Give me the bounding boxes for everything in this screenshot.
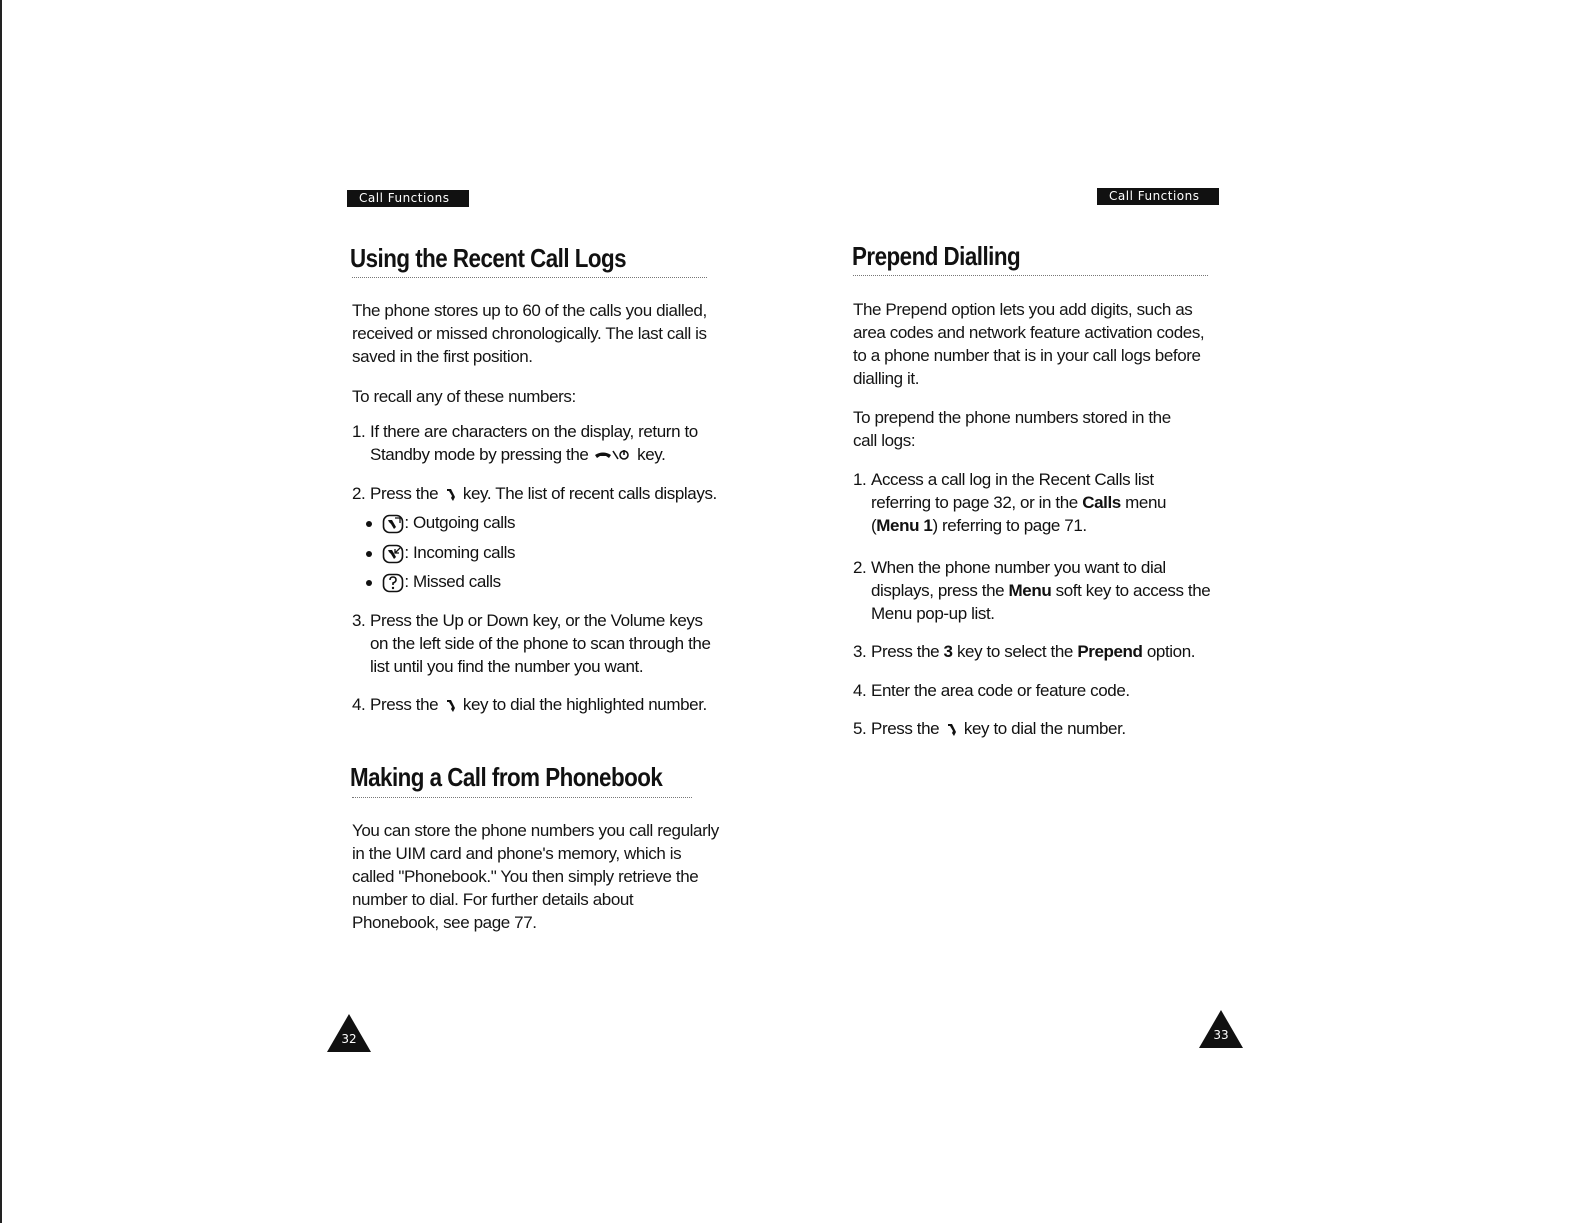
title-rule — [352, 277, 707, 278]
step-2: 2. Press the key. The list of recent calls displays. — [352, 484, 717, 503]
step-2: 2. When the phone number you want to dial displays, press the Menu soft key to access the Menu pop-up list. — [853, 558, 1211, 623]
list-item-missed: : Missed calls — [366, 570, 501, 593]
step-4: 4. Press the key to dial the highlighted number. — [352, 695, 707, 714]
bullet-dot — [366, 551, 372, 557]
step-5: 5. Press the key to dial the number. — [853, 719, 1126, 738]
bullet-dot — [366, 521, 372, 527]
incoming-call-icon — [382, 544, 404, 564]
step-4: 4. Enter the area code or feature code. — [853, 681, 1130, 700]
page-number: 32 — [341, 1032, 357, 1046]
section-title: Using the Recent Call Logs — [350, 243, 627, 273]
list-item-incoming: : Incoming calls — [366, 541, 515, 564]
missed-call-icon — [382, 573, 404, 593]
section-title: Prepend Dialling — [852, 241, 1021, 271]
outgoing-call-icon — [382, 514, 404, 534]
lead-paragraph: To prepend the phone numbers stored in the call logs: — [853, 408, 1171, 450]
intro-paragraph: The phone stores up to 60 of the calls you dialled, received or missed chronologically. The last call is saved in the first position. — [352, 301, 707, 366]
step-1: 1. Access a call log in the Recent Calls list referring to page 32, or in the Calls menu (Menu 1) referring to page 71. — [853, 470, 1167, 535]
step-1: 1. If there are characters on the display, return to Standby mode by pressing the key. — [352, 422, 698, 464]
section-title: Making a Call from Phonebook — [350, 762, 663, 792]
header-badge: Call Functions — [347, 190, 469, 207]
title-rule — [352, 797, 692, 798]
send-key-icon — [443, 698, 459, 714]
step-3: 3. Press the Up or Down key, or the Volume keys on the left side of the phone to scan through the list until you find the number you want. — [352, 611, 711, 676]
lead-paragraph: To recall any of these numbers: — [352, 387, 576, 406]
header-badge: Call Functions — [1097, 188, 1219, 205]
end-power-key-icon — [593, 449, 633, 463]
phonebook-paragraph: You can store the phone numbers you call regularly in the UIM card and phone's memory, which is called "Phonebook." You then simply retrieve the number to dial. For further details about Phonebook, see page 77. — [352, 821, 719, 932]
step-3: 3. Press the 3 key to select the Prepend option. — [853, 642, 1196, 661]
title-rule — [853, 275, 1208, 276]
intro-paragraph: The Prepend option lets you add digits, such as area codes and network feature activation codes, to a phone number that is in your call logs before dialling it. — [853, 300, 1205, 388]
page-edge-line — [0, 0, 2, 1223]
send-key-icon — [944, 722, 960, 738]
list-item-outgoing: : Outgoing calls — [366, 511, 515, 534]
bullet-dot — [366, 580, 372, 586]
page-number: 33 — [1213, 1028, 1229, 1042]
send-key-icon — [443, 487, 459, 503]
